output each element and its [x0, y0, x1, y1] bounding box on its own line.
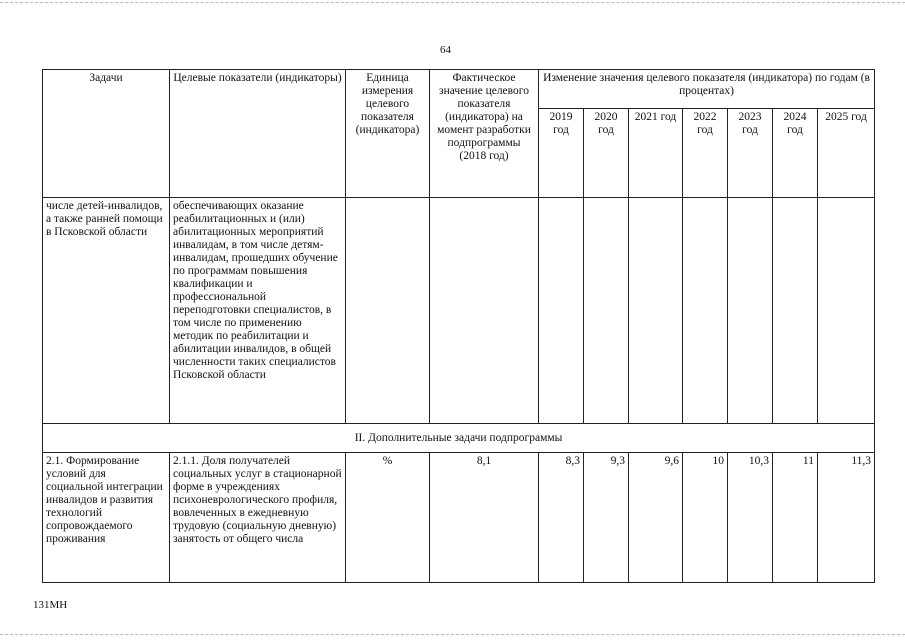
value-cell: 11 — [773, 453, 818, 583]
table-row — [43, 198, 875, 424]
value-cell: 11,3 — [818, 453, 875, 583]
value-cell: 9,3 — [584, 453, 629, 583]
value-cell — [584, 198, 629, 424]
scan-edge-bottom — [0, 634, 905, 635]
value-cell: 10 — [683, 453, 728, 583]
section-row — [43, 424, 875, 453]
value-cell — [539, 198, 584, 424]
value-cell: 8,3 — [539, 453, 584, 583]
header-year: 2023 год — [728, 109, 773, 198]
header-year: 2022 год — [683, 109, 728, 198]
actual-cell: 8,1 — [430, 453, 539, 583]
value-cell — [683, 198, 728, 424]
header-indicators: Целевые показатели (индикаторы) — [170, 70, 346, 198]
task-cell: 2.1. Формирование условий для социальной интеграции инвалидов и развития технологий сопровождаемого проживания — [43, 453, 170, 583]
header-change-by-year: Изменение значения целевого показателя (индикатора) по годам (в процентах) — [539, 70, 875, 109]
value-cell: 10,3 — [728, 453, 773, 583]
unit-cell: % — [346, 453, 430, 583]
header-row — [43, 70, 875, 109]
section-title: II. Дополнительные задачи подпрограммы — [43, 424, 875, 453]
header-year: 2020 год — [584, 109, 629, 198]
header-year: 2019 год — [539, 109, 584, 198]
unit-cell — [346, 198, 430, 424]
value-cell — [818, 198, 875, 424]
value-cell: 9,6 — [629, 453, 683, 583]
value-cell — [629, 198, 683, 424]
page-number: 64 — [440, 44, 451, 56]
header-year: 2025 год — [818, 109, 875, 198]
task-cell: числе детей-инвалидов, а также ранней помощи в Псковской области — [43, 198, 170, 424]
indicators-table — [42, 69, 875, 583]
header-year: 2024 год — [773, 109, 818, 198]
actual-cell — [430, 198, 539, 424]
value-cell — [728, 198, 773, 424]
scan-edge-top — [0, 2, 905, 3]
header-tasks: Задачи — [43, 70, 170, 198]
footer-code: 131МН — [33, 599, 68, 611]
header-actual-value: Фактическое значение целевого показателя (индикатора) на момент разработки подпрограммы (2018 год) — [430, 70, 539, 198]
indicator-cell: 2.1.1. Доля получателей социальных услуг в стационарной форме в учреждениях психоневрологического профиля, вовлеченных в ежедневную трудовую (социальную дневную) занятость от общего числа — [170, 453, 346, 583]
table-row — [43, 453, 875, 583]
header-unit: Единица измерения целевого показателя (индикатора) — [346, 70, 430, 198]
indicator-cell: обеспечивающих оказание реабилитационных и (или) абилитационных мероприятий инвалидам, в том числе детям-инвалидам, прошедших обучение по программам повышения квалификации и профессиональной переподготовки специалистов, в том числе по применению методик по реабилитации и абилитации инвалидов, в общей численности таких специалистов Псковской области — [170, 198, 346, 424]
header-year: 2021 год — [629, 109, 683, 198]
value-cell — [773, 198, 818, 424]
